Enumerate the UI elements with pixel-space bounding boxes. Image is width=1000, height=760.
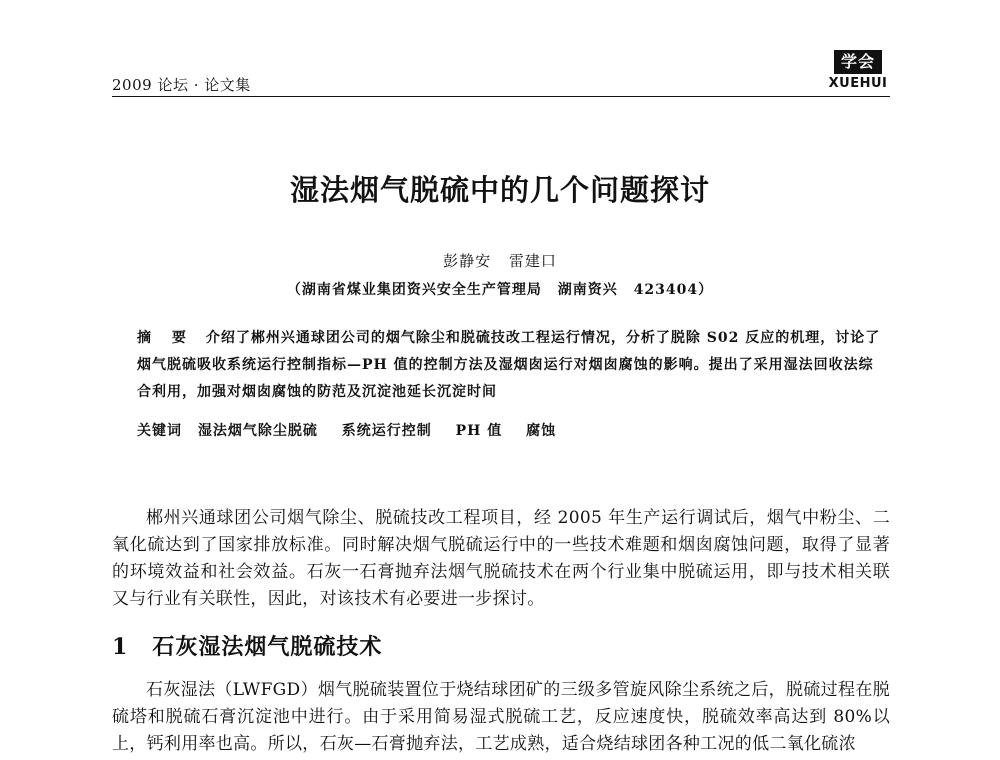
keyword: PH 值 <box>455 423 503 439</box>
keywords-label: 关键词 <box>137 423 182 439</box>
keyword: 腐蚀 <box>526 423 557 439</box>
journal-header: 2009 论坛 · 论文集 <box>112 76 251 94</box>
keyword: 湿法烟气除尘脱硫 <box>197 423 318 439</box>
abstract-block <box>137 325 882 406</box>
section-number: 1 <box>112 634 129 660</box>
xuehui-logo <box>826 50 890 96</box>
abstract-text: 介绍了郴州兴通球团公司的烟气除尘和脱硫技改工程运行情况，分析了脱除 S02 反应的机理，讨论了烟气脱硫吸收系统运行控制指标—PH 值的控制方法及湿烟囱运行对烟囱腐蚀的影响。提出了采用湿法回收法综合利用，加强对烟囱腐蚀的防范及沉淀池延长沉淀时间 <box>137 330 881 400</box>
paper-affiliation: （湖南省煤业集团资兴安全生产管理局 湖南资兴 423404） <box>286 282 714 298</box>
logo-mark: 学会 <box>834 50 882 74</box>
section-title: 石灰湿法烟气脱硫技术 <box>152 634 383 660</box>
keyword: 系统运行控制 <box>341 423 432 439</box>
section-heading <box>112 630 382 661</box>
keywords-block <box>137 420 882 440</box>
logo-text: XUEHUI <box>828 76 888 91</box>
paper-title: 湿法烟气脱硫中的几个问题探讨 <box>289 173 710 207</box>
header-divider <box>112 96 890 97</box>
abstract-label: 摘 要 <box>137 330 194 346</box>
section1-paragraph: 石灰湿法（LWFGD）烟气脱硫装置位于烧结球团矿的三级多管旋风除尘系统之后，脱硫过程在脱硫塔和脱硫石膏沉淀池中进行。由于采用简易湿式脱硫工艺，反应速度快，脱硫效率高达到 80%以上，钙利用率也高。所以，石灰—石膏抛弃法，工艺成熟，适合烧结球团各种工况的低二氧化硫浓 <box>112 680 890 754</box>
paper-authors: 彭静安 雷建口 <box>443 252 557 270</box>
intro-paragraph: 郴州兴通球团公司烟气除尘、脱硫技改工程项目，经 2005 年生产运行调试后，烟气中粉尘、二氧化硫达到了国家排放标准。同时解决烟气脱硫运行中的一些技术难题和烟囱腐蚀问题，取得了显著的环境效益和社会效益。石灰一石膏抛弃法烟气脱硫技术在两个行业集中脱硫运用，即与技术相关联又与行业有关联性，因此，对该技术有必要进一步探讨。 <box>112 508 890 609</box>
